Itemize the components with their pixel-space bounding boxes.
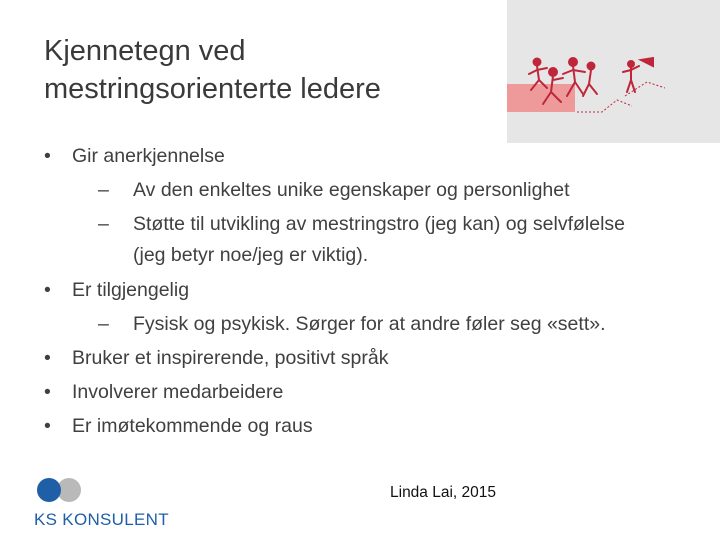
- sub-bullet-symbol: –: [98, 213, 109, 235]
- logo-circle-blue-icon: [37, 478, 61, 502]
- bullet-symbol: •: [44, 145, 51, 167]
- bullet-item: Involverer medarbeidere: [72, 381, 284, 403]
- bullet-item: Bruker et inspirerende, positivt språk: [72, 347, 389, 369]
- people-illustration: [507, 0, 720, 143]
- bullet-symbol: •: [44, 415, 51, 437]
- sub-bullet-item: Støtte til utvikling av mestringstro (jeg kan) og selvfølelse: [133, 213, 626, 235]
- bullet-symbol: •: [44, 347, 51, 369]
- bullet-symbol: •: [44, 381, 51, 403]
- bullet-symbol: •: [44, 279, 51, 301]
- bullet-item: Gir anerkjennelse: [72, 145, 225, 167]
- sub-bullet-item-continued: (jeg betyr noe/jeg er viktig).: [133, 244, 369, 266]
- sub-bullet-symbol: –: [98, 313, 109, 335]
- bullet-item: Er tilgjengelig: [72, 279, 190, 301]
- sub-bullet-symbol: –: [98, 179, 109, 201]
- sub-bullet-item: Av den enkeltes unike egenskaper og personlighet: [133, 179, 570, 201]
- logo-text: KS KONSULENT: [34, 510, 169, 529]
- bullet-item: Er imøtekommende og raus: [72, 415, 313, 437]
- slide-title: [44, 32, 484, 108]
- title-line-2: mestringsorienterte ledere: [44, 73, 381, 105]
- title-line-1: Kjennetegn ved: [44, 35, 246, 67]
- sub-bullet-item: Fysisk og psykisk. Sørger for at andre føler seg «sett».: [133, 313, 606, 335]
- citation: Linda Lai, 2015: [390, 484, 497, 501]
